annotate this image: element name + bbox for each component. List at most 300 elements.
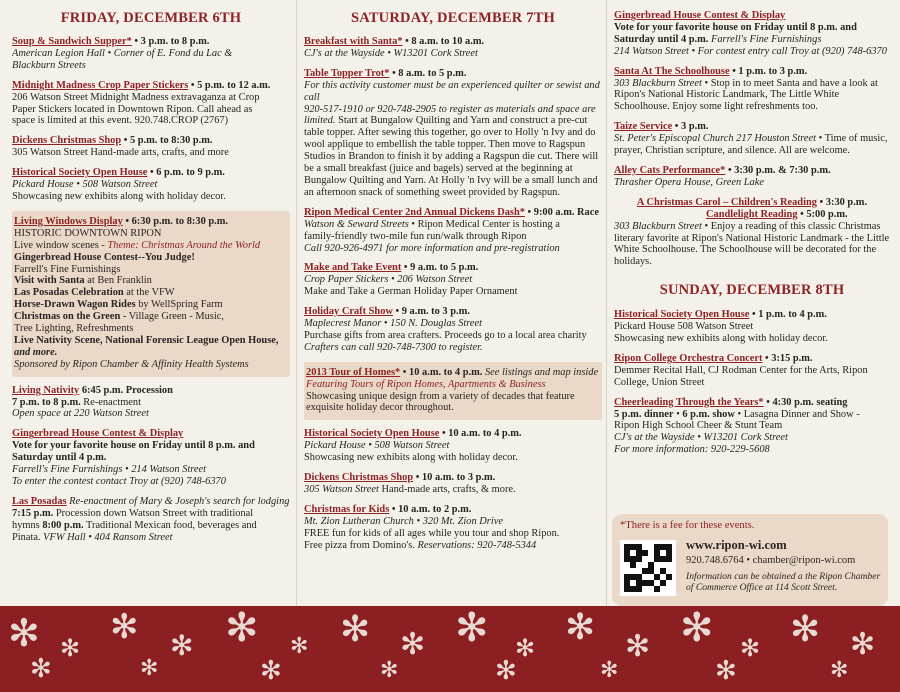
qr-code-icon[interactable] <box>620 540 676 596</box>
event-header <box>614 309 890 321</box>
snowflake-icon: ✻ <box>380 658 399 683</box>
event-item <box>304 472 602 496</box>
event-line <box>614 177 890 189</box>
event-title-link[interactable]: Santa At The Schoolhouse <box>614 65 730 77</box>
event-item <box>304 207 602 255</box>
event-text: White Schoolhouse. The Schoolhouse will be decorated for the <box>614 244 877 256</box>
event-text: Showcasing unique design from a variety of decades that feature <box>306 390 575 402</box>
event-text: Make and Take a German Holiday Paper Ornament <box>304 286 518 298</box>
event-header <box>14 216 288 228</box>
event-line <box>14 359 288 371</box>
event-line <box>304 80 602 104</box>
event-text: 7 p.m. to 8 p.m. <box>12 396 81 408</box>
event-line <box>14 311 288 323</box>
event-item <box>614 309 890 345</box>
event-note: See listings and map inside <box>482 366 599 378</box>
event-header <box>304 428 602 440</box>
event-line <box>304 484 602 496</box>
snowflake-icon: ✻ <box>495 656 517 686</box>
event-line <box>14 335 288 347</box>
event-text: Horse-Drawn Wagon Rides <box>14 299 136 311</box>
event-line <box>614 377 890 389</box>
event-header <box>614 197 890 209</box>
event-header <box>12 36 290 48</box>
event-line <box>614 321 890 333</box>
event-line <box>14 228 288 240</box>
event-header <box>614 121 890 133</box>
event-title-link[interactable]: Las Posadas <box>12 495 67 507</box>
snowflake-icon: ✻ <box>455 606 489 651</box>
event-header <box>614 397 890 409</box>
event-item <box>12 211 290 377</box>
event-item <box>304 306 602 354</box>
snowflake-icon: ✻ <box>850 627 876 662</box>
event-time: 6:45 p.m. Procession <box>79 384 173 396</box>
qr-module <box>636 586 642 592</box>
event-text: • Lasagna Dinner and Show - <box>734 408 860 420</box>
event-header <box>614 209 890 221</box>
qr-module <box>642 580 648 586</box>
event-item <box>614 66 890 114</box>
event-title-link[interactable]: Candlelight Reading <box>706 208 798 220</box>
event-line <box>304 115 602 127</box>
event-text: Pickard House • 508 Watson Street <box>12 179 158 191</box>
fold-line <box>296 0 297 692</box>
event-title-link[interactable]: Breakfast with Santa* <box>304 36 403 47</box>
event-text: For more information: 920-229-5608 <box>614 444 770 456</box>
snowflake-icon: ✻ <box>790 609 821 650</box>
event-time: • 10 a.m. to 4 p.m. <box>439 428 522 440</box>
info-note: Information can be obtained a the Ripon Chamber of Commerce Office at 114 Scott Street. <box>686 571 881 593</box>
qr-module <box>636 556 642 562</box>
event-time: • 4:30 p.m. seating <box>763 396 848 408</box>
event-item <box>614 197 890 268</box>
event-title-link[interactable]: Historical Society Open House <box>12 167 148 179</box>
event-header <box>12 385 290 397</box>
event-text: • <box>673 408 683 420</box>
event-text: Showcasing new exhibits along with holiday decor. <box>12 190 226 202</box>
event-line <box>14 264 288 276</box>
friday-column <box>12 0 290 610</box>
event-line <box>304 516 602 528</box>
event-line <box>614 89 890 101</box>
event-text: Studios in Brandon to finish it by adding a Ragspun die cut. There will <box>304 151 599 163</box>
event-text: wool applique to embellish the table topper. Then move to Ragspun <box>304 139 586 151</box>
event-time: • 10 a.m. to 4 p.m. <box>400 366 483 378</box>
event-text: Mt. Zion Lutheran Church • 320 Mt. Zion Drive <box>304 515 503 527</box>
fee-info-box <box>612 514 888 606</box>
event-text: space is limited at this event. 920.748.CROP (2767) <box>12 115 229 127</box>
event-time: • 5 p.m. to 12 a.m. <box>188 79 271 91</box>
event-time: • 1 p.m. to 4 p.m. <box>749 309 827 321</box>
event-text: Pickard House • 508 Watson Street <box>304 440 450 452</box>
event-line <box>614 333 890 345</box>
event-line <box>12 408 290 420</box>
event-title-link[interactable]: Living Windows Display <box>14 215 123 227</box>
event-item <box>614 165 890 189</box>
event-line <box>304 330 602 342</box>
event-line <box>14 287 288 299</box>
event-text: at Ben Franklin <box>84 275 152 287</box>
event-text: Thrasher Opera House, Green Lake <box>614 176 764 188</box>
event-item <box>614 10 890 58</box>
event-header <box>304 472 602 484</box>
event-header <box>304 306 602 318</box>
event-text: For this activity customer must be an experienced quilter or sewist and call <box>304 79 600 103</box>
event-line <box>304 175 602 187</box>
event-line <box>304 151 602 163</box>
contact-info[interactable]: 920.748.6764 • chamber@ripon-wi.com <box>686 555 856 566</box>
event-line <box>614 34 890 46</box>
event-text: Pickard House 508 Watson Street <box>614 321 754 333</box>
event-text: Maplecrest Manor • 150 N. Douglas Street <box>304 318 483 330</box>
snowflake-icon: ✻ <box>830 658 849 683</box>
event-line <box>12 179 290 191</box>
event-line <box>304 540 602 552</box>
event-time: • 3 p.m. to 8 p.m. <box>131 36 210 47</box>
event-time: • 3 p.m. <box>672 121 709 133</box>
qr-module <box>666 556 672 562</box>
sunday-heading: SUNDAY, DECEMBER 8TH <box>659 282 845 299</box>
snowflake-icon: ✻ <box>140 656 159 681</box>
event-line <box>14 275 288 287</box>
event-time: • 3:15 p.m. <box>762 352 813 364</box>
event-line <box>304 219 602 231</box>
event-line <box>306 402 600 414</box>
event-line <box>12 92 290 104</box>
event-text: 5 p.m. dinner <box>614 408 674 420</box>
event-item <box>304 68 602 199</box>
event-text: 206 Watson Street Midnight Madness extravaganza at Crop <box>12 91 260 103</box>
event-text: 214 Watson Street • For contest entry call Troy at (920) 748-6370 <box>614 45 887 57</box>
event-text: Featuring Tours of Ripon Homes, Apartments & Business <box>306 378 546 390</box>
event-text: Sponsored by Ripon Chamber & Affinity Health Systems <box>14 358 249 370</box>
event-text: by WellSpring Farm <box>135 299 223 311</box>
event-item <box>12 428 290 488</box>
event-line <box>12 48 290 60</box>
event-line <box>304 127 602 139</box>
event-time: 6 p.m. show <box>682 408 735 420</box>
qr-module <box>666 574 672 580</box>
event-header <box>304 504 602 516</box>
event-text: Tree Lighting, Refreshments <box>14 323 134 335</box>
event-line <box>614 256 890 268</box>
event-time: • 6:30 p.m. to 8:30 p.m. <box>122 215 228 227</box>
event-header <box>614 353 890 365</box>
event-text: Farrell's Fine Furnishings <box>14 263 121 275</box>
event-text: Re-enactment <box>80 396 141 408</box>
qr-module <box>654 586 660 592</box>
event-line <box>12 440 290 452</box>
event-line <box>12 476 290 488</box>
event-text: 303 Blackburn Street <box>614 220 702 232</box>
event-line <box>306 391 600 403</box>
event-title-link[interactable]: Historical Society Open House <box>614 309 750 321</box>
snowflake-icon: ✻ <box>600 658 619 683</box>
event-title-link[interactable]: Living Nativity <box>12 384 80 396</box>
event-title-link[interactable]: Midnight Madness Crop Paper Stickers <box>12 79 189 91</box>
event-title-link[interactable]: Dickens Christmas Shop <box>304 472 414 484</box>
event-line <box>12 520 290 532</box>
event-text: Pinata. <box>12 531 44 543</box>
event-header <box>614 165 890 177</box>
saturday-column <box>304 0 602 610</box>
snowflake-icon: ✻ <box>225 606 259 651</box>
event-line <box>14 323 288 335</box>
event-text: Traditional Mexican food, beverages and <box>83 519 257 531</box>
event-text: Gingerbread House Contest--You Judge! <box>14 251 195 263</box>
event-header <box>614 66 890 78</box>
event-item <box>304 36 602 60</box>
event-line <box>614 444 890 456</box>
event-time: • 9 a.m. to 5 p.m. <box>401 262 479 274</box>
event-text: 303 Blackburn Street <box>614 77 702 89</box>
event-text: Crafters can call 920-748-7300 to register. <box>304 341 483 353</box>
event-line <box>304 342 602 354</box>
event-time: • 1 p.m. to 3 p.m. <box>729 65 808 77</box>
event-text: 7:15 p.m. <box>12 507 54 519</box>
event-text: CJ's at the Wayside • W13201 Cork Street <box>304 47 478 59</box>
event-time: • 8 a.m. to 10 a.m. <box>402 36 485 47</box>
snowflake-icon: ✻ <box>170 629 194 662</box>
event-line <box>614 233 890 245</box>
event-text: Vote for your favorite house on Friday until 8 p.m. and <box>614 21 857 33</box>
fee-note: *There is a fee for these events. <box>620 520 755 531</box>
event-line <box>614 365 890 377</box>
event-text: Hand-made arts, crafts, & more. <box>378 484 516 495</box>
event-text: Free pizza from Domino's. <box>304 539 418 551</box>
event-time: • 9 a.m. to 3 p.m. <box>392 306 470 318</box>
event-title-link[interactable]: Taize Service <box>614 121 673 133</box>
event-line <box>14 347 288 359</box>
event-item <box>12 167 290 203</box>
event-time: • 3:30 p.m. <box>816 196 868 208</box>
event-line <box>12 104 290 116</box>
event-text: Call 920-926-4971 for more information and pre-registration <box>304 242 560 254</box>
event-text: Live Nativity Scene, National Forensic League Open House, <box>14 334 279 346</box>
event-text: Christmas on the Green <box>14 311 121 323</box>
snowflake-icon: ✻ <box>340 609 371 650</box>
event-text: hymns <box>12 519 43 531</box>
snowflake-icon: ✻ <box>30 654 52 684</box>
event-line <box>12 464 290 476</box>
snowflake-icon: ✻ <box>625 629 651 664</box>
event-text: Schoolhouse. Enjoy some light refreshments too. <box>614 101 819 113</box>
event-header <box>304 262 602 274</box>
event-time: 8:00 p.m. <box>42 519 84 531</box>
snowflake-footer <box>0 606 900 692</box>
event-text: St. Peter's Episcopal Church 217 Houston Street <box>614 133 817 145</box>
event-line <box>304 274 602 286</box>
event-text: CJ's at the Wayside • W13201 Cork Street <box>614 432 788 444</box>
event-line <box>304 286 602 298</box>
event-text: prayer, Christian scripture, and silence. All are welcome. <box>614 145 850 157</box>
event-line <box>304 231 602 243</box>
event-text: and more. <box>14 346 58 358</box>
event-text: FREE fun for kids of all ages while you tour and shop Ripon. <box>304 527 560 539</box>
event-text: Saturday until 4 p.m. <box>614 33 709 45</box>
top-spacer <box>614 0 890 10</box>
event-text: College, Union Street <box>614 376 705 388</box>
event-text: at the VFW <box>123 287 175 299</box>
event-title-link[interactable]: Ripon Medical Center 2nd Annual Dickens Dash* <box>304 206 525 218</box>
event-text: American Legion Hall • Corner of E. Fond du Lac & <box>12 47 233 59</box>
event-item <box>614 397 890 457</box>
event-line <box>14 299 288 311</box>
event-time: • 5:00 p.m. <box>797 208 848 220</box>
event-title-link[interactable]: Gingerbread House Contest & Display <box>614 10 786 21</box>
event-time: • 5 p.m. to 8:30 p.m. <box>121 135 213 147</box>
event-line <box>304 243 602 255</box>
event-text: Blackburn Streets <box>12 59 86 71</box>
event-line <box>614 133 890 145</box>
event-text: - Village Green - Music, <box>120 311 224 323</box>
event-text: table topper. After sewing this together, go over to Holly 'n Ivy and do <box>304 127 596 139</box>
snowflake-icon: ✻ <box>680 606 714 651</box>
event-title-link[interactable]: Table Topper Trot* <box>304 67 390 79</box>
event-item <box>12 36 290 72</box>
event-line <box>304 187 602 199</box>
event-title-link[interactable]: Make and Take Event <box>304 262 402 274</box>
event-line <box>306 379 600 391</box>
event-text: VFW Hall • 404 Ransom Street <box>43 531 173 543</box>
event-item <box>304 428 602 464</box>
event-line <box>614 101 890 113</box>
qr-module <box>642 550 648 556</box>
event-time: • 3:30 p.m. & 7:30 p.m. <box>725 164 831 176</box>
snowflake-icon: ✻ <box>515 634 536 662</box>
event-time: • 9:00 a.m. Race <box>524 206 599 218</box>
event-header <box>12 80 290 92</box>
event-line <box>12 60 290 72</box>
event-text: HISTORIC DOWNTOWN RIPON <box>14 227 162 239</box>
snowflake-icon: ✻ <box>8 611 40 655</box>
event-text: an afternoon snack of something sweet provided by Ragspun. <box>304 186 560 198</box>
event-line <box>12 191 290 203</box>
event-title-link[interactable]: Soup & Sandwich Supper* <box>12 36 132 47</box>
event-line <box>614 244 890 256</box>
event-item <box>614 121 890 157</box>
event-title-link[interactable]: Dickens Christmas Shop <box>12 135 122 147</box>
event-header <box>304 68 602 80</box>
event-title-link[interactable]: Ripon College Orchestra Concert <box>614 352 763 364</box>
event-text: Reservations: 920-748-5344 <box>417 539 537 551</box>
event-header <box>306 367 600 379</box>
snowflake-icon: ✻ <box>740 634 761 662</box>
event-text: 305 Watson Street Hand-made arts, crafts, and more <box>12 147 229 159</box>
event-line <box>12 147 290 159</box>
event-title-link[interactable]: A Christmas Carol – Children's Reading <box>636 196 817 208</box>
qr-module <box>648 568 654 574</box>
event-line <box>12 397 290 409</box>
event-item <box>304 262 602 298</box>
event-text: • Time of music, <box>816 133 888 145</box>
event-text: Vote for your favorite house on Friday until 8 p.m. and <box>12 440 255 452</box>
event-time: • 10 a.m. to 2 p.m. <box>389 503 472 515</box>
event-time: • 6 p.m. to 9 p.m. <box>147 167 225 179</box>
snowflake-icon: ✻ <box>400 627 426 662</box>
event-text: Procession down Watson Street with traditional <box>53 507 254 519</box>
event-line <box>304 440 602 452</box>
event-text: Watson & Seward Streets <box>304 218 409 230</box>
event-text: literary favorite at Ripon's National Historic Landmark - the Little <box>614 232 890 244</box>
event-text: 920-517-1910 or 920-748-2905 to register as materials and space are <box>304 103 596 115</box>
event-header <box>12 135 290 147</box>
qr-module <box>660 580 666 586</box>
event-item <box>304 504 602 552</box>
snowflake-icon: ✻ <box>60 634 81 662</box>
event-text: Ripon High School Cheer & Stunt Team <box>614 420 783 432</box>
event-line <box>12 115 290 127</box>
event-title-link[interactable]: Cheerleading Through the Years* <box>614 396 764 408</box>
website-link[interactable]: www.ripon-wi.com <box>686 538 787 552</box>
event-header <box>304 207 602 219</box>
event-title-link[interactable]: Gingerbread House Contest & Display <box>12 428 184 440</box>
event-text: • Stop in to meet Santa and have a look at <box>701 77 878 89</box>
event-text: Paper Stickers located in Downtown Ripon. Call ahead as <box>12 103 253 115</box>
event-text: holidays. <box>614 256 652 268</box>
event-item <box>12 385 290 421</box>
saturday-heading: SATURDAY, DECEMBER 7TH <box>350 10 556 26</box>
event-text: limited. <box>304 115 336 127</box>
event-title-link[interactable]: 2013 Tour of Homes* <box>306 366 401 378</box>
event-line <box>304 452 602 464</box>
event-time: • 10 a.m. to 3 p.m. <box>413 472 496 484</box>
event-line <box>614 22 890 34</box>
event-header <box>12 428 290 440</box>
event-line <box>304 104 602 116</box>
event-text: Crop Paper Stickers • 206 Watson Street <box>304 274 473 286</box>
event-line <box>304 163 602 175</box>
event-header <box>614 10 890 22</box>
event-note: Re-enactment of Mary & Joseph's search for lodging <box>66 495 290 507</box>
event-text: 305 Watson Street <box>304 484 379 495</box>
snowflake-icon: ✻ <box>715 656 737 686</box>
event-line <box>14 252 288 264</box>
event-line <box>304 528 602 540</box>
event-text: To enter the contest contact Troy at (920) 748-6370 <box>12 476 226 487</box>
event-item <box>614 353 890 389</box>
event-line <box>614 78 890 90</box>
event-title-link[interactable]: Christmas for Kids <box>304 503 390 515</box>
event-title-link[interactable]: Historical Society Open House <box>304 428 440 440</box>
event-text: Las Posadas Celebration <box>14 287 124 299</box>
event-item <box>304 362 602 421</box>
event-text: Farrell's Fine Furnishings <box>708 33 822 45</box>
event-item <box>12 496 290 544</box>
event-header <box>12 496 290 508</box>
event-item <box>12 80 290 128</box>
event-text: Demmer Recital Hall, CJ Rodman Center for the Arts, Ripon <box>614 364 868 376</box>
event-line <box>304 139 602 151</box>
event-line <box>614 432 890 444</box>
event-line <box>12 452 290 464</box>
event-text: Ripon's National Historic Landmark, The Little White <box>614 89 840 101</box>
snowflake-icon: ✻ <box>110 607 139 647</box>
event-text: Showcasing new exhibits along with holiday decor. <box>614 333 828 345</box>
snowflake-icon: ✻ <box>260 656 282 686</box>
snowflake-icon: ✻ <box>290 634 309 659</box>
event-title-link[interactable]: Holiday Craft Show <box>304 306 393 318</box>
event-line <box>14 240 288 252</box>
event-title-link[interactable]: Alley Cats Performance* <box>614 164 726 176</box>
event-line <box>614 221 890 233</box>
event-text: • Ripon Medical Center is hosting a <box>408 218 560 230</box>
event-header <box>304 36 602 48</box>
qr-module <box>630 562 636 568</box>
event-line <box>614 145 890 157</box>
event-text: Bungalow Quilting and Yarn. At Holly 'n Ivy will be a small lunch and <box>304 174 598 186</box>
